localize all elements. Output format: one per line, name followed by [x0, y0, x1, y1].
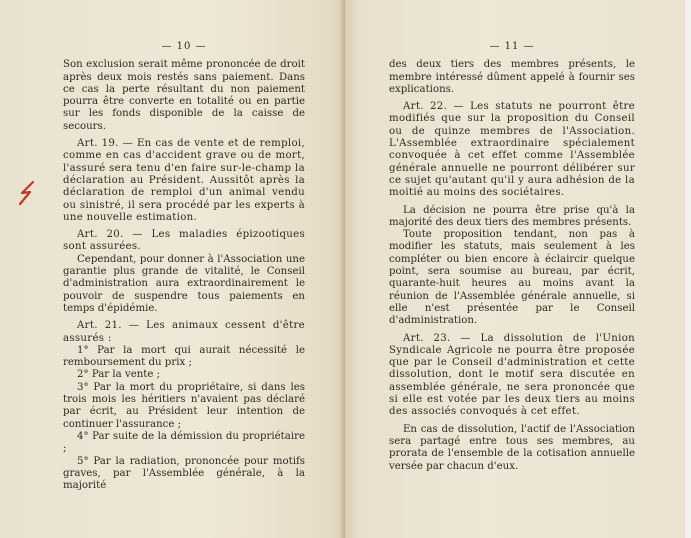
- article-19: Art. 19. — En cas de vente et de remploi, comme en cas d'accident grave ou de mort, l'assuré sera tenu d'en faire sur-le-champ la déclaration au Président. Aussitôt après la déclaration de remploi d'un animal vendu ou sinistré, il sera procédé par les experts à une nouvelle estimation.: [63, 138, 305, 223]
- article-23: Art. 23. — La dissolution de l'Union Syndicale Agricole ne pourra être proposée que par le Conseil d'administration et cette dissolution, dont le motif sera discutée en assemblée générale, ne sera prononcée que si elle est votée par les deux tiers au moins des associés convoqués à cet effet.: [389, 332, 635, 418]
- left-page: [0, 0, 345, 538]
- page-number-right: — 11 —: [489, 41, 535, 52]
- article-20: Art. 20. — Les maladies épizootiques sont assurées.: [63, 229, 305, 253]
- list-item: 2° Par la vente ;: [77, 369, 161, 381]
- list-item: 4° Par suite de la démission du propriétaire ;: [63, 430, 305, 455]
- article-22: Art. 22. — Les statuts ne pourront être modifiés que sur la proposition du Conseil ou de quinze membres de l'Association. L'Assemblée extraordinaire spécialement convoquée à cet effet comme l'Assemblée générale annuelle ne pourront délibérer sur ce sujet qu'autant qu'il y aura adhésion de la moitié au moins des sociétaires.: [389, 101, 635, 199]
- paragraph: Toute proposition tendant, non pas à modifier les statuts, mais seulement à les compléter ou bien encore à éclaircir quelque point, sera soumise au bureau, par écrit, quarante-huit heures au moins avant la réunion de l'Assemblée générale annuelle, si elle n'est présentée par le Conseil d'administration.: [389, 229, 635, 327]
- paragraph: Son exclusion serait même prononcée de droit après deux mois restés sans paiement. Dans ce cas la perte résultant du non paiement pourra être converte en totalité ou en partie sur les fonds disponible de la caisse de secours.: [63, 59, 305, 132]
- left-page-text: [63, 41, 305, 492]
- list-item: 1° Par la mort qui aurait nécessité le remboursement du prix ;: [63, 344, 305, 369]
- list-item: 3° Par la mort du propriétaire, si dans les trois mois les héritiers n'avaient pas déclaré par écrit, au Président leur intention de continuer l'assurance ;: [63, 381, 305, 430]
- paragraph: La décision ne pourra être prise qu'à la majorité des deux tiers des membres présents.: [389, 204, 635, 228]
- list-item: 5° Par la radiation, prononcée pour motifs graves, par l'Assemblée générale, à la majorité: [63, 455, 305, 492]
- right-page-text: [389, 41, 635, 473]
- article-21: Art. 21. — Les animaux cessent d'être assurés :: [63, 320, 305, 344]
- paragraph: En cas de dissolution, l'actif de l'Association sera partagé entre tous ses membres, au prorata de l'ensemble de la cotisation annuelle versée par chacun d'eux.: [389, 423, 635, 472]
- scan-margin: [685, 0, 691, 538]
- red-pencil-mark-icon: [17, 180, 39, 206]
- paragraph: des deux tiers des membres présents, le membre intéressé dûment appelé à fournir ses explications.: [389, 59, 635, 95]
- page-number-left: — 10 —: [161, 41, 207, 52]
- paragraph: Cependant, pour donner à l'Association une garantie plus grande de vitalité, le Conseil d'administration aura extraordinairement le pouvoir de suspendre tous paiements en temps d'épidémie.: [63, 253, 305, 314]
- right-page: [345, 0, 685, 538]
